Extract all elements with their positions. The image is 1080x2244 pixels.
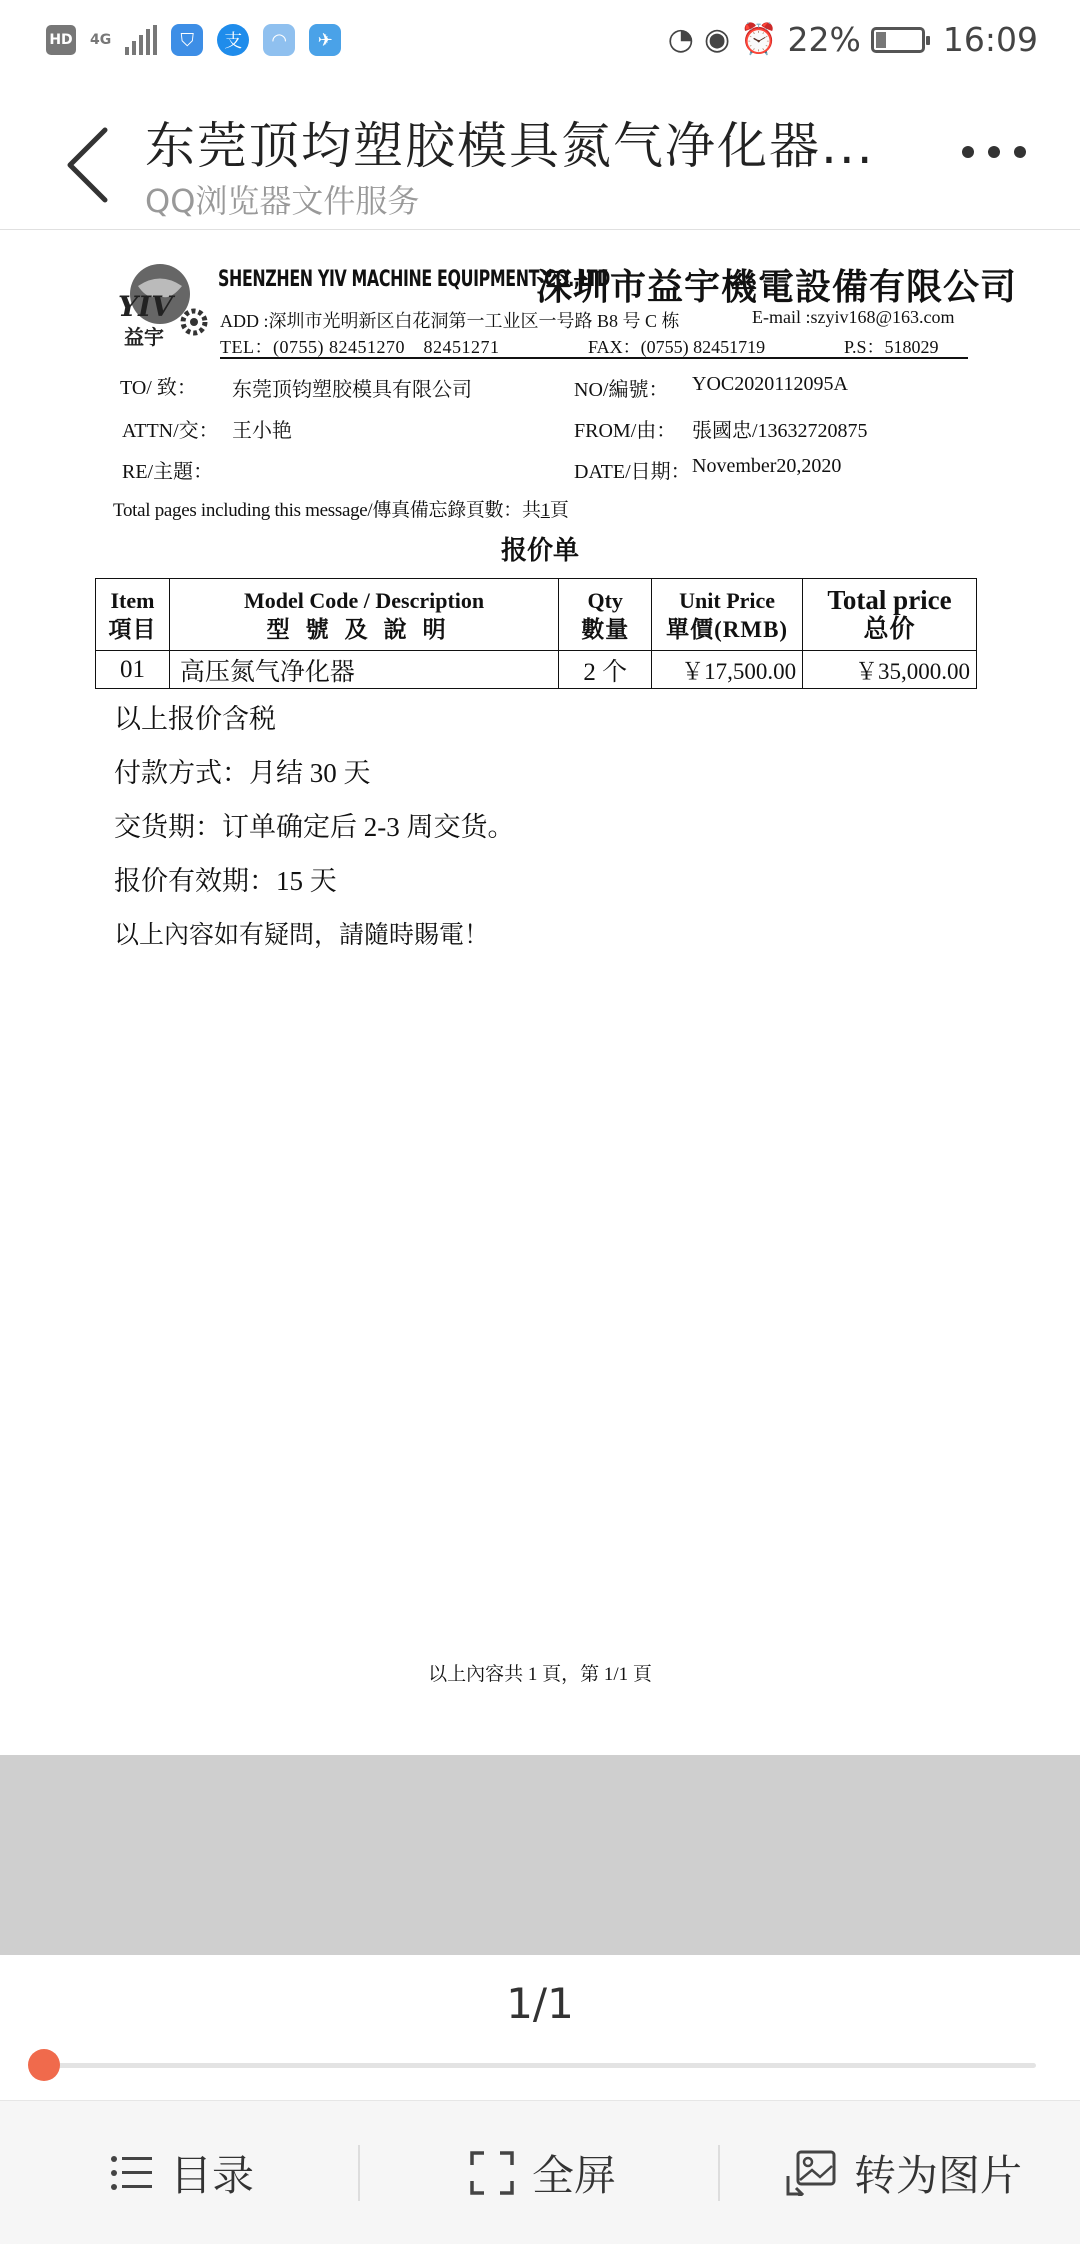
cell-description: 高压氮气净化器 (169, 651, 558, 689)
bottom-toolbar (0, 2100, 1080, 2244)
re-label: RE/主題： (122, 461, 214, 483)
company-logo (110, 256, 210, 348)
battery-percent: 22% (787, 20, 861, 59)
clock: 16:09 (942, 20, 1038, 59)
company-address: ADD :深圳市光明新区白花洞第一工业区一号路 B8 号 C 栋 (220, 311, 680, 331)
company-name-cn: 深圳市益宇機電設備有限公司 (536, 267, 1018, 307)
status-left (46, 24, 341, 56)
battery-icon (871, 27, 925, 53)
date-value: November20,2020 (692, 455, 842, 477)
document-title: 东莞顶均塑胶模具氮气净化器... (145, 117, 875, 175)
signal-icon (125, 25, 157, 55)
company-email: E-mail :szyiv168@163.com (752, 307, 955, 327)
document-subtitle: QQ浏览器文件服务 (145, 182, 420, 220)
header-description: Model Code / Description 型號及說明 (169, 579, 558, 651)
fullscreen-label: 全屏 (532, 2151, 617, 2200)
list-icon (110, 2153, 152, 2193)
cell-total: ￥35,000.00 (803, 651, 977, 689)
quotation-title: 报价单 (500, 536, 579, 565)
header-qty: Qty 數量 (559, 579, 652, 651)
header-unit-price: Unit Price 單價(RMB) (652, 579, 803, 651)
feishu-app-icon: ✈ (309, 24, 341, 56)
alipay-app-icon: 支 (217, 24, 249, 56)
back-arrow-icon[interactable] (60, 120, 120, 210)
network-type: 4G (90, 32, 112, 48)
toc-label: 目录 (170, 2151, 255, 2200)
convert-to-image-button[interactable] (786, 2101, 1022, 2244)
viewer-background (0, 1755, 1080, 1955)
note-validity: 报价有效期：15 天 (114, 866, 337, 896)
total-pages-line (113, 495, 569, 522)
attn-label: ATTN/交： (122, 420, 219, 442)
to-value: 东莞顶钧塑胶模具有限公司 (232, 379, 472, 401)
note-tax: 以上报价含税 (114, 704, 276, 734)
toolbar-divider (718, 2145, 720, 2201)
company-tel: TEL：(0755) 82451270 82451271 (220, 337, 500, 357)
header-total-price: Total price 总价 (803, 579, 977, 651)
cell-qty: 2 个 (559, 651, 652, 689)
no-label: NO/編號： (574, 379, 669, 401)
no-value: YOC2020112095A (692, 373, 848, 395)
table-row (96, 651, 977, 689)
app-header (0, 86, 1080, 230)
page-indicator: 1/1 (506, 1979, 574, 2028)
note-delivery: 交货期：订单确定后 2-3 周交货。 (114, 812, 515, 842)
note-payment: 付款方式：月结 30 天 (114, 758, 371, 788)
cell-unit-price: ￥17,500.00 (652, 651, 803, 689)
quotation-table (95, 578, 977, 689)
company-postcode: P.S：518029 (844, 337, 939, 357)
cell-item: 01 (96, 651, 170, 689)
svg-text:益宇: 益宇 (124, 325, 164, 348)
toc-button[interactable] (110, 2101, 254, 2244)
company-fax: FAX：(0755) 82451719 (588, 337, 766, 357)
browser-app-icon: ◠ (263, 24, 295, 56)
toolbar-divider (358, 2145, 360, 2201)
status-right (668, 20, 1038, 59)
eye-comfort-icon: ◉ (703, 22, 731, 57)
page-slider-thumb[interactable] (28, 2049, 60, 2081)
hd-icon: HD (46, 25, 76, 55)
alarm-icon: ⏰ (740, 22, 778, 57)
from-value: 張國忠/13632720875 (692, 420, 868, 442)
shield-app-icon: ⛉ (171, 24, 203, 56)
header-divider (220, 357, 968, 359)
status-bar (0, 0, 1080, 86)
table-header-row (96, 579, 977, 651)
note-contact: 以上內容如有疑問，請隨時賜電！ (114, 922, 490, 949)
document-page (0, 231, 1080, 1755)
date-label: DATE/日期： (574, 461, 691, 483)
from-label: FROM/由： (574, 420, 677, 442)
page-indicator-panel (0, 1955, 1080, 2100)
company-name-en: SHENZHEN YIV MACHINE EQUIPMENT CO.,LTD (218, 267, 610, 292)
fullscreen-button[interactable] (470, 2101, 616, 2244)
total-pages-prefix: Total pages including this message/傳真備忘錄頁數：共 (113, 500, 541, 521)
total-pages-suffix: 頁 (549, 500, 569, 521)
document-footer: 以上內容共 1 頁，第 1/1 頁 (428, 1664, 652, 1685)
data-saver-icon: ◔ (667, 22, 694, 57)
convert-to-image-label: 转为图片 (854, 2151, 1023, 2200)
page-slider-track[interactable] (44, 2063, 1036, 2068)
fullscreen-icon (470, 2151, 514, 2195)
total-pages-count: 1 (540, 500, 550, 521)
svg-text:YIV: YIV (118, 290, 173, 323)
image-convert-icon (786, 2150, 836, 2196)
to-label: TO/ 致： (120, 377, 197, 399)
more-options-icon[interactable] (962, 146, 1026, 158)
header-item: Item 項目 (96, 579, 170, 651)
attn-value: 王小艳 (232, 420, 292, 442)
